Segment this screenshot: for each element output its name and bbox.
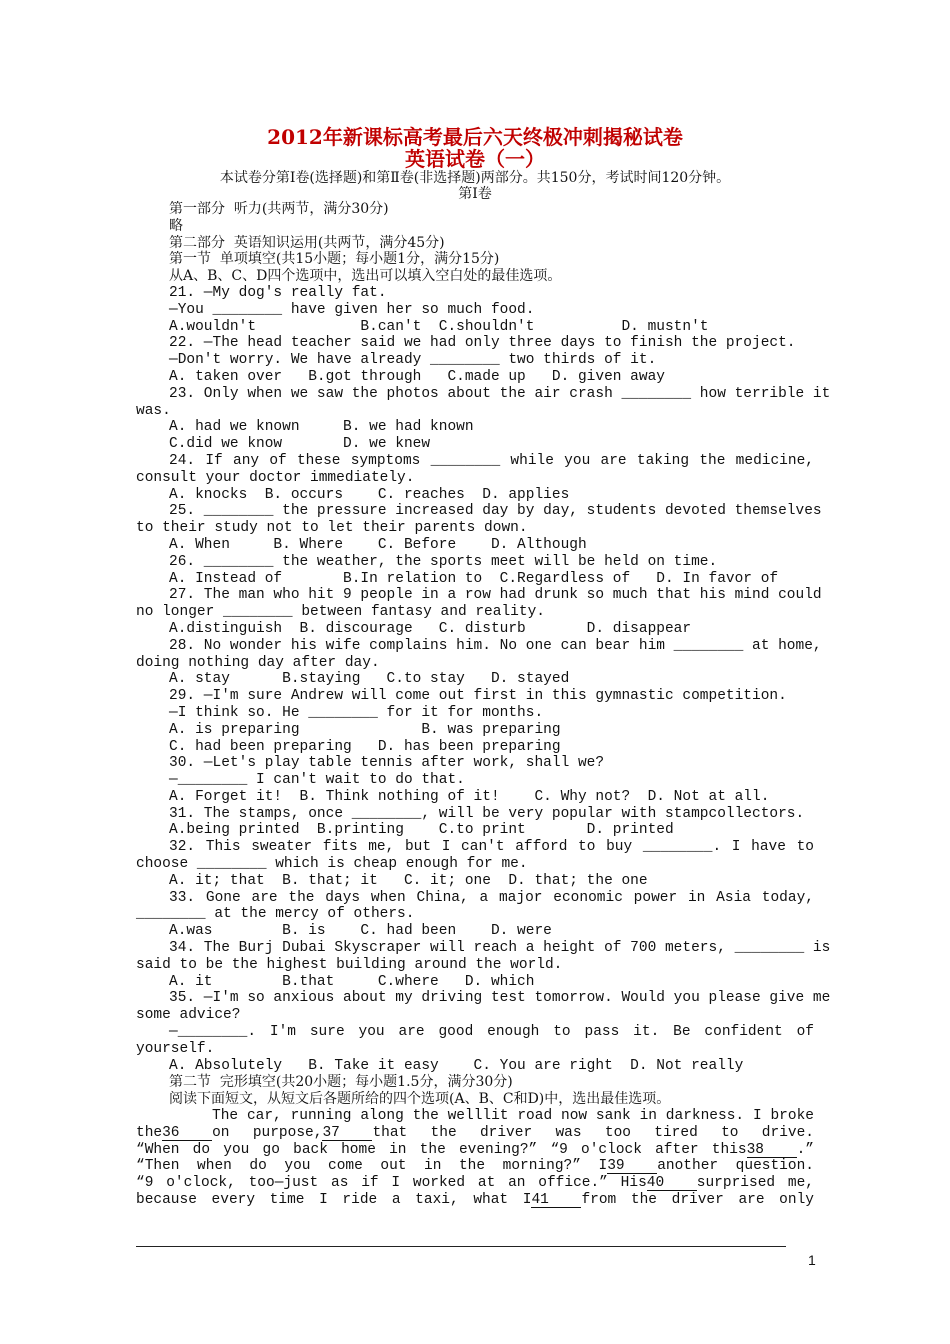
question-text: 32. This sweater fits me, but I can't afford to buy ________. I have to <box>169 839 814 856</box>
answer-options: C.did we know D. we knew <box>169 436 431 453</box>
question-text: 23. Only when we saw the photos about the air crash ________ how terrible it <box>169 385 831 402</box>
blank-38: 38 <box>747 1143 797 1158</box>
passage-line: “Then when do you come out in the morning?” I39 another question. <box>136 1158 814 1175</box>
text-line: 略 <box>169 217 183 234</box>
question-text: doing nothing day after day. <box>136 654 380 671</box>
question-text: yourself. <box>136 1040 215 1057</box>
question-text: 24. If any of these symptoms ________ while you are taking the medicine, <box>169 452 814 469</box>
instructions: 阅读下面短文，从短文后各题所给的四个选项(A、B、C和D)中，选出最佳选项。 <box>169 1091 671 1108</box>
passage-line: because every time I ride a taxi, what I41 from the driver are only <box>136 1192 814 1209</box>
answer-options: A. it; that B. that; it C. it; one D. that; the one <box>169 872 648 889</box>
question-text: 29. —I'm sure Andrew will come out first in this gymnastic competition. <box>169 688 787 705</box>
question-text: said to be the highest building around the world. <box>136 956 563 973</box>
passage-line: the36 on purpose,37 that the driver was too tired to drive. <box>136 1124 815 1141</box>
page-number: 1 <box>808 1252 816 1268</box>
answer-options: A. taken over B.got through C.made up D. given away <box>169 368 665 385</box>
answer-options: A.being printed B.printing C.to print D. printed <box>169 822 674 839</box>
exam-intro: 本试卷分第Ⅰ卷(选择题)和第Ⅱ卷(非选择题)两部分。共150分，考试时间120分钟。 <box>219 170 731 186</box>
blank-36: 36 <box>162 1126 212 1141</box>
answer-options: A. stay B.staying C.to stay D. stayed <box>169 671 570 688</box>
footer-divider <box>136 1246 786 1247</box>
passage-line: The car, running along the welllit road now sank in darkness. I broke <box>212 1108 814 1125</box>
blank-39: 39 <box>607 1159 657 1174</box>
section-heading: 第一节 单项填空(共15小题；每小题1分，满分15分) <box>169 251 500 268</box>
answer-options: A.was B. is C. had been D. were <box>169 923 552 940</box>
instructions: 从A、B、C、D四个选项中，选出可以填入空白处的最佳选项。 <box>169 268 562 285</box>
question-text: 35. —I'm so anxious about my driving test tomorrow. Would you please give me <box>169 990 831 1007</box>
answer-options: A. Absolutely B. Take it easy C. You are right D. Not really <box>169 1057 744 1074</box>
question-text: 33. Gone are the days when China, a major economic power in Asia today, <box>169 889 814 906</box>
question-text: —________ I can't wait to do that. <box>169 772 465 789</box>
question-text: 28. No wonder his wife complains him. No one can bear him ________ at home, <box>169 637 822 654</box>
section-heading: 第一部分 听力(共两节，满分30分) <box>169 201 389 217</box>
exam-title: 2012年新课标高考最后六天终极冲刺揭秘试卷 <box>267 125 683 149</box>
question-text: 31. The stamps, once ________, will be very popular with stampcollectors. <box>169 805 805 822</box>
answer-options: A. When B. Where C. Before D. Although <box>169 536 587 553</box>
exam-subtitle: 英语试卷（一） <box>405 147 545 171</box>
question-text: ________ at the mercy of others. <box>136 906 415 923</box>
blank-41: 41 <box>531 1193 581 1208</box>
question-text: consult your doctor immediately. <box>136 469 415 486</box>
blank-40: 40 <box>647 1176 697 1191</box>
answer-options: A. is preparing B. was preparing <box>169 721 561 738</box>
answer-options: A. Forget it! B. Think nothing of it! C. Why not? D. Not at all. <box>169 788 770 805</box>
answer-options: A. knocks B. occurs C. reaches D. applies <box>169 486 570 503</box>
question-text: —I think so. He ________ for it for months. <box>169 704 544 721</box>
answer-options: A. had we known B. we had known <box>169 419 474 436</box>
blank-37: 37 <box>322 1126 372 1141</box>
question-text: —You ________ have given her so much food. <box>169 301 535 318</box>
question-text: 25. ________ the pressure increased day by day, students devoted themselves <box>169 503 822 520</box>
question-text: —Don't worry. We have already ________ two thirds of it. <box>169 352 657 369</box>
section-heading: 第二节 完形填空(共20小题；每小题1.5分，满分30分) <box>169 1074 513 1091</box>
passage-line: “9 o'clock, too—just as if I worked at an office.” His40 surprised me, <box>136 1175 814 1192</box>
answer-options: A.distinguish B. discourage C. disturb D. disappear <box>169 620 692 637</box>
passage-line: “When do you go back home in the evening?” “9 o'clock after this38 .” <box>136 1141 814 1158</box>
section-heading: 第二部分 英语知识运用(共两节，满分45分) <box>169 234 445 251</box>
question-text: 21. —My dog's really fat. <box>169 284 387 301</box>
question-text: 30. —Let's play table tennis after work, shall we? <box>169 755 605 772</box>
exam-body <box>136 201 831 1209</box>
answer-options: A. it B.that C.where D. which <box>169 973 535 990</box>
question-text: 22. —The head teacher said we had only three days to finish the project. <box>169 335 796 352</box>
answer-options: A. Instead of B.In relation to C.Regardless of D. In favor of <box>169 570 779 587</box>
question-text: to their study not to let their parents down. <box>136 520 528 537</box>
question-text: no longer ________ between fantasy and reality. <box>136 604 545 621</box>
answer-options: A.wouldn't B.can't C.shouldn't D. mustn't <box>169 318 709 335</box>
question-text: some advice? <box>136 1007 241 1024</box>
answer-options: C. had been preparing D. has been preparing <box>169 738 561 755</box>
question-text: 26. ________ the weather, the sports meet will be held on time. <box>169 553 718 570</box>
question-text: was. <box>136 402 171 419</box>
volume-heading: 第Ⅰ卷 <box>458 186 492 202</box>
question-text: 34. The Burj Dubai Skyscraper will reach a height of 700 meters, ________ is <box>169 940 831 957</box>
question-text: —________. I'm sure you are good enough to pass it. Be confident of <box>169 1024 814 1041</box>
question-text: 27. The man who hit 9 people in a row had drunk so much that his mind could <box>169 587 822 604</box>
question-text: choose ________ which is cheap enough for me. <box>136 856 528 873</box>
